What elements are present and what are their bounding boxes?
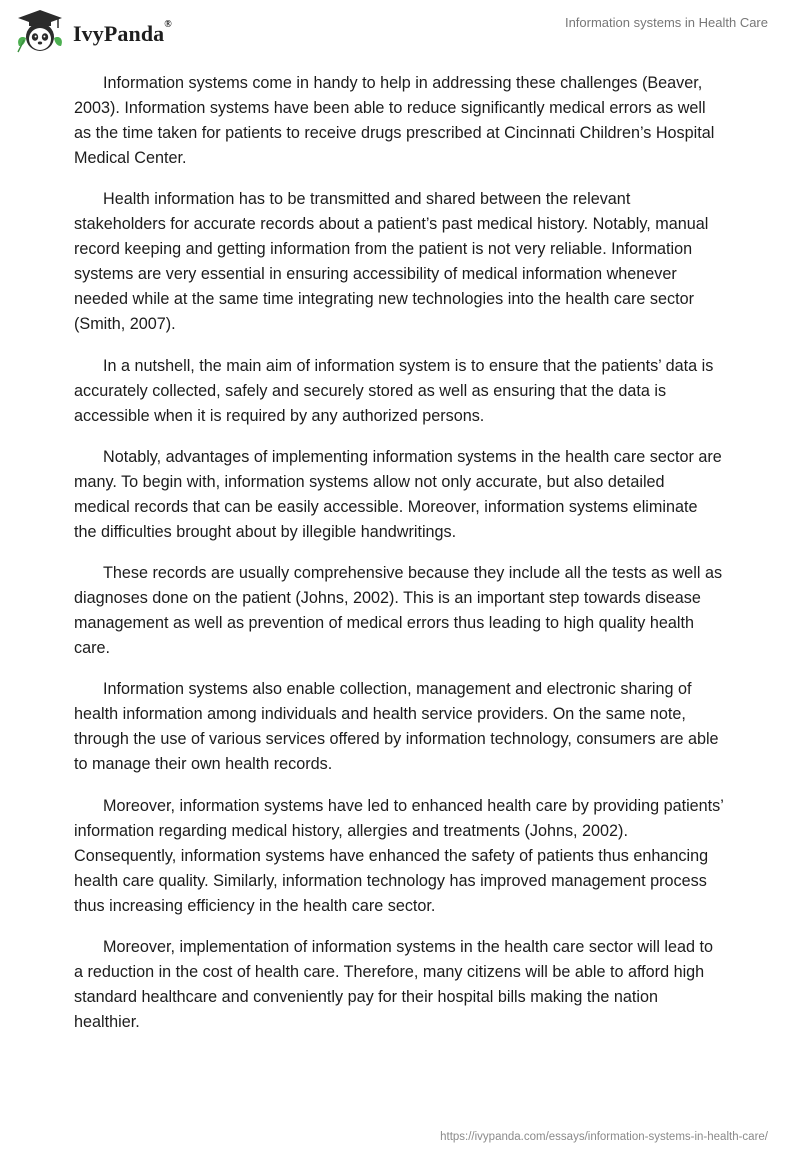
paragraph: Moreover, information systems have led to enhanced health care by providing patients’ information regarding medical history, allergies and treatments (Johns, 2002). Consequently, information systems have enhanced the safety of patients thus enhancing health care quality. Similarly, information technology has improved management process thus increasing efficiency in the health care sector. [74, 796, 724, 915]
essay-body [74, 71, 724, 1051]
panda-graduate-icon [14, 8, 66, 54]
paragraph: In a nutshell, the main aim of information system is to ensure that the patients’ data is accurately collected, safely and securely stored as well as ensuring that the data is accessible when it is required by any authorized persons. [74, 356, 714, 425]
paragraph: Information systems also enable collection, management and electronic sharing of health information among individuals and health service providers. On the same note, through the use of various services offered by information technology, consumers are able to manage their own health records. [74, 680, 719, 774]
paragraph: Health information has to be transmitted and shared between the relevant stakeholders for accurate records about a patient’s past medical history. Notably, manual record keeping and getting information from the patient is not very reliable. Information systems are very essential in ensuring accessibility of medical information whenever needed while at the same time integrating new technologies into the health care sector (Smith, 2007). [74, 190, 709, 334]
paragraph: These records are usually comprehensive because they include all the tests as well as diagnoses done on the patient (Johns, 2002). This is an important step towards disease management as well as prevention of medical errors thus leading to high quality health care. [74, 564, 723, 658]
paragraph: Information systems come in handy to help in addressing these challenges (Beaver, 2003). Information systems have been able to reduce significantly medical errors as well as the time taken for patients to receive drugs prescribed at Cincinnati Children’s Hospital Medical Center. [74, 74, 715, 167]
ivypanda-logo[interactable] [14, 8, 172, 54]
document-title: Information systems in Health Care [564, 15, 768, 30]
paragraph: Notably, advantages of implementing information systems in the health care sector are many. To begin with, information systems allow not only accurate, but also detailed medical records that can be easily accessible. Moreover, information systems eliminate the difficulties brought about by illegible handwritings. [74, 447, 722, 541]
brand-name: IvyPanda® [73, 19, 172, 46]
paragraph: Moreover, implementation of information systems in the health care sector will lead to a reduction in the cost of health care. Therefore, many citizens will be able to afford high standard healthcare and conveniently pay for their hospital bills making the nation healthier. [74, 938, 714, 1032]
source-url-link[interactable]: https://ivypanda.com/essays/information-systems-in-health-care/ [440, 1131, 768, 1143]
page-header [0, 0, 800, 70]
